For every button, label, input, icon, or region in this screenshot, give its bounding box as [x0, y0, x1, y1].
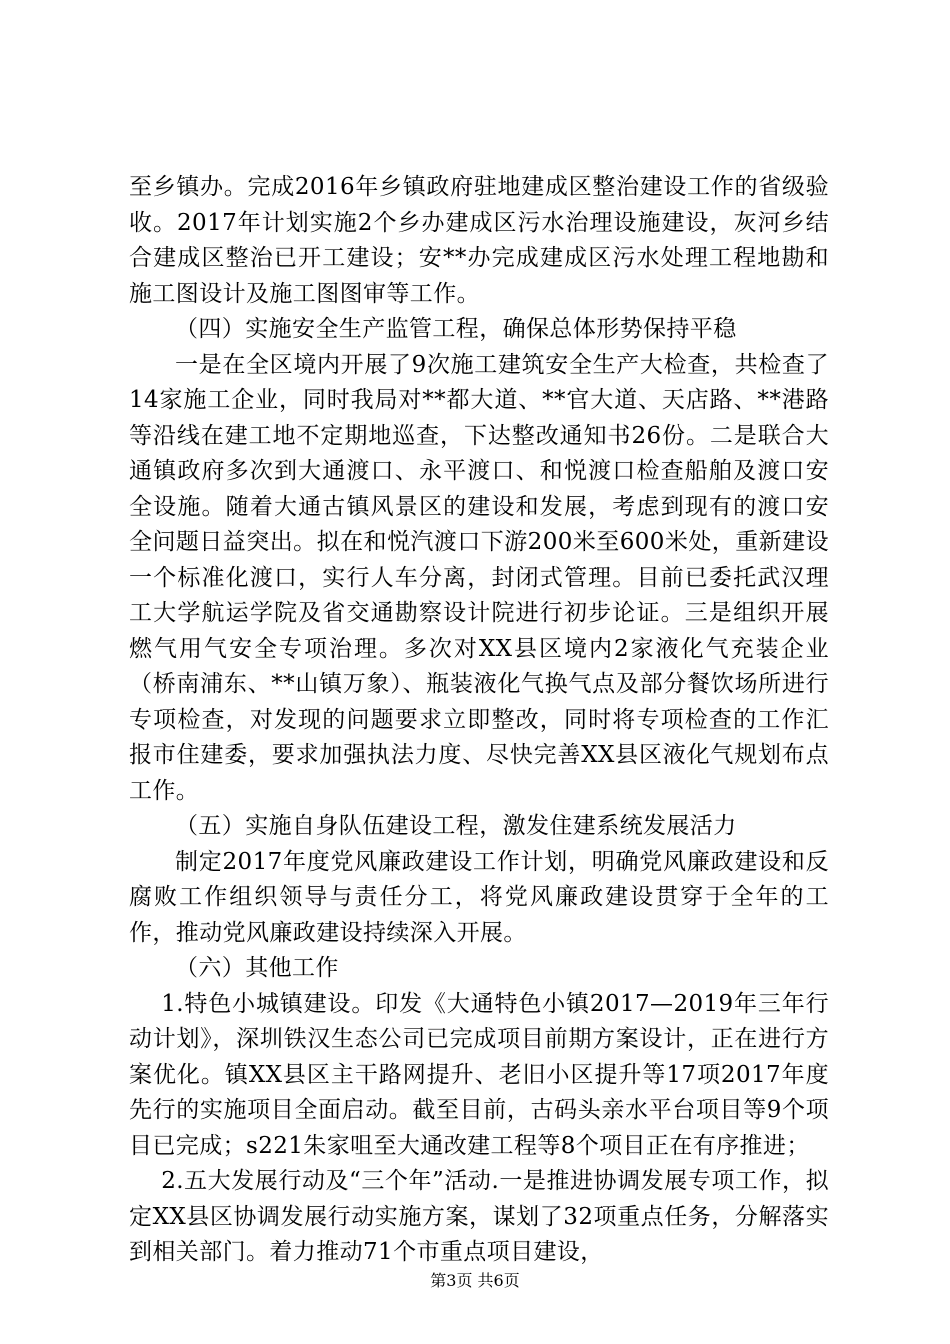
paragraph-item-2: 2.五大发展行动及“三个年”活动.一是推进协调发展专项工作，拟定XX县区协调发展行动实施方案，谋划了32项重点任务，分解落实到相关部门。着力推动71个市重点项目建设，	[129, 1168, 829, 1265]
section-heading-4: （四）实施安全生产监管工程，确保总体形势保持平稳	[175, 316, 737, 342]
paragraph-safety-supervision: 一是在全区境内开展了9次施工建筑安全生产大检查，共检查了14家施工企业，同时我局对**都大道、**官大道、天店路、**港路等沿线在建工地不定期地巡查，下达整改通知书26份。二是联合大通镇政府多次到大通渡口、永平渡口、和悦渡口检查船舶及渡口安全设施。随着大通古镇风景区的建设和发展，考虑到现有的渡口安全问题日益突出。拟在和悦汽渡口下游200米至600米处，重新建设一个标准化渡口，实行人车分离，封闭式管理。目前已委托武汉理工大学航运学院及省交通勘察设计院进行初步论证。三是组织开展燃气用气安全专项治理。多次对XX县区境内2家液化气充装企业（桥南浦东、**山镇万象）、瓶装液化气换气点及部分餐饮场所进行专项检查，对发现的问题要求立即整改，同时将专项检查的工作汇报市住建委，要求加强执法力度、尽快完善XX县区液化气规划布点工作。	[129, 351, 829, 804]
section-heading-5: （五）实施自身队伍建设工程，激发住建系统发展活力	[175, 813, 737, 839]
section-heading-6: （六）其他工作	[175, 955, 339, 981]
paragraph-team-building: 制定2017年度党风廉政建设工作计划，明确党风廉政建设和反腐败工作组织领导与责任分工，将党风廉政建设贯穿于全年的工作，推动党风廉政建设持续深入开展。	[129, 848, 829, 946]
document-body	[129, 170, 829, 1271]
paragraph-continuation: 至乡镇办。完成2016年乡镇政府驻地建成区整治建设工作的省级验收。2017年计划实施2个乡办建成区污水治理设施建设，灰河乡结合建成区整治已开工建设；安**办完成建成区污水处理工程地勘和施工图设计及施工图图审等工作。	[129, 174, 829, 307]
page-number-footer: 第3页 共6页	[430, 1271, 520, 1290]
paragraph-item-1: 1.特色小城镇建设。印发《大通特色小镇2017—2019年三年行动计划》，深圳铁汉生态公司已完成项目前期方案设计，正在进行方案优化。镇XX县区主干路网提升、老旧小区提升等17项2017年度先行的实施项目全面启动。截至目前，古码头亲水平台项目等9个项目已完成；s221朱家咀至大通改建工程等8个项目正在有序推进；	[129, 990, 829, 1159]
